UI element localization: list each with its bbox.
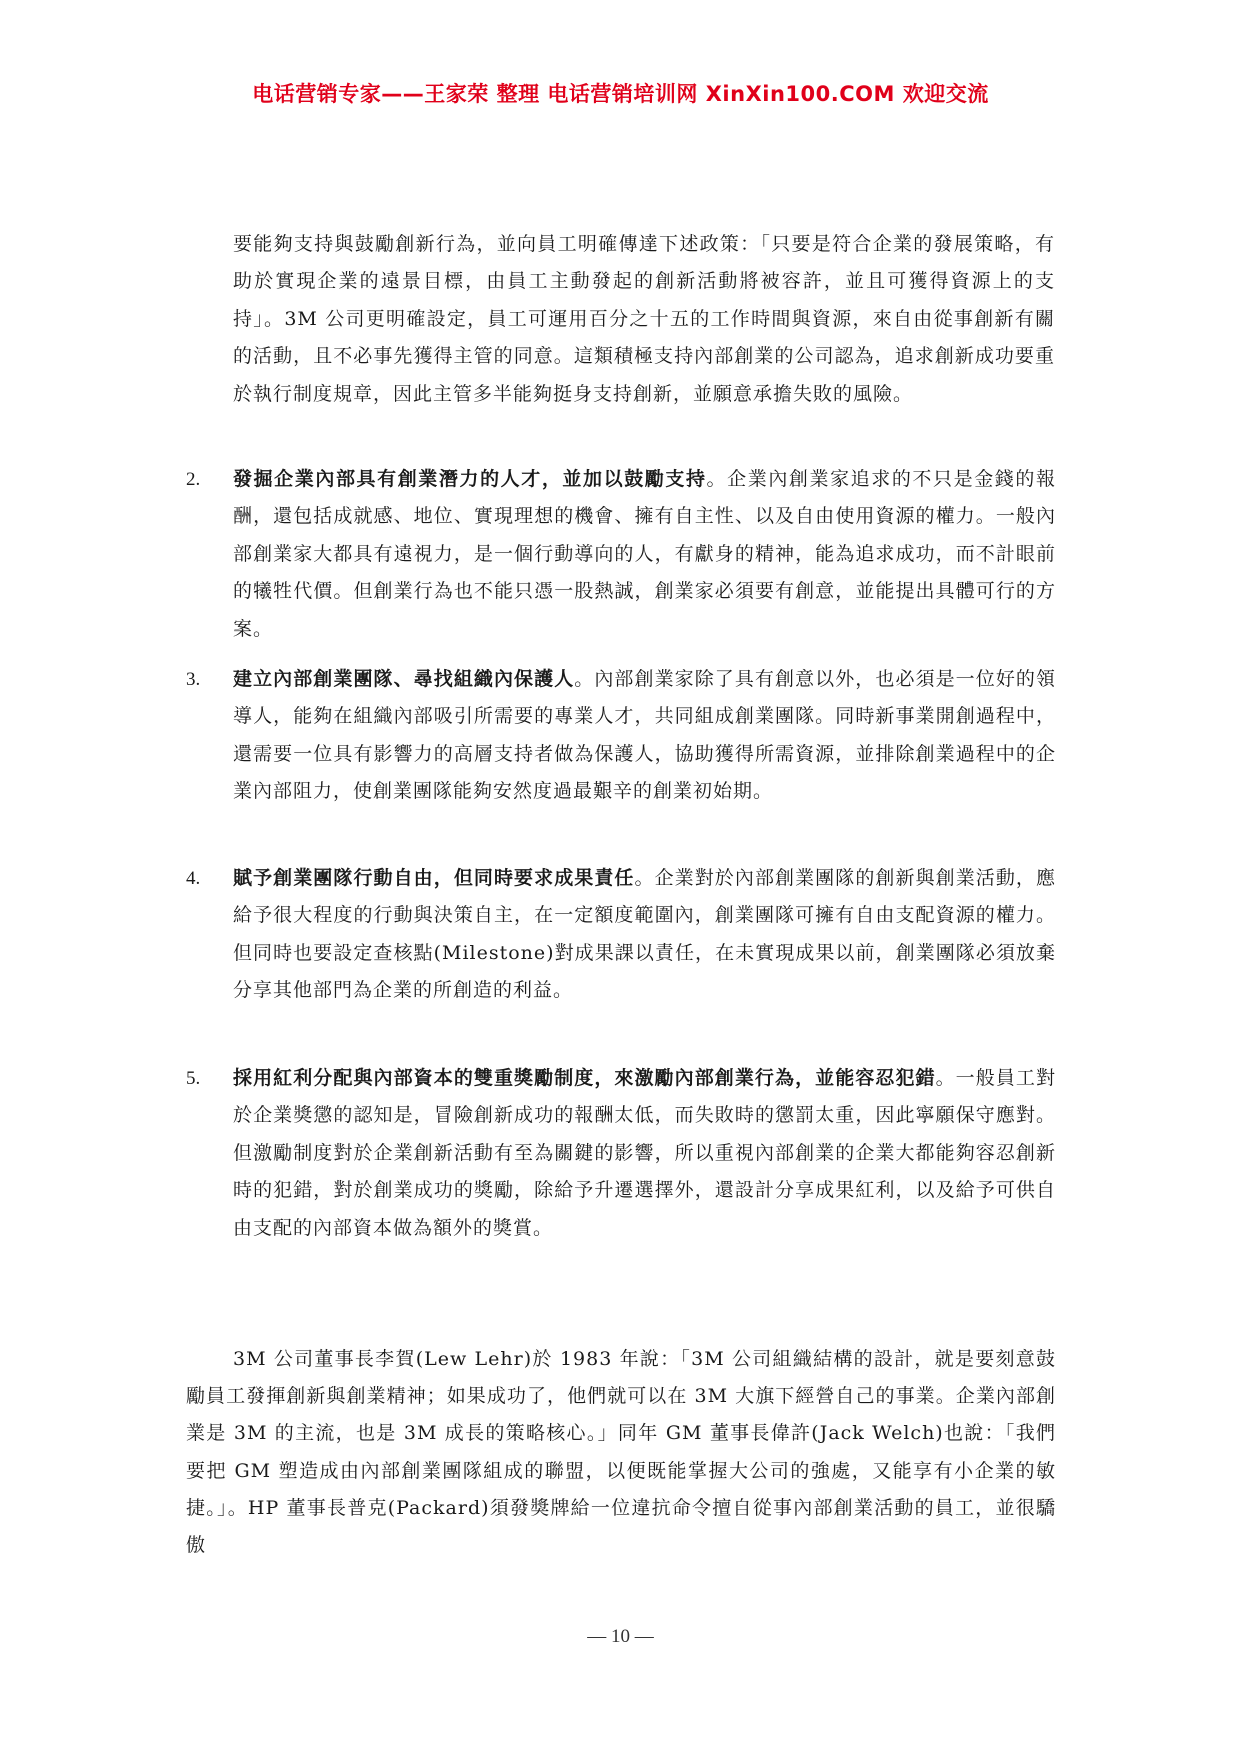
list-item-number: 3.	[186, 669, 201, 690]
intro-paragraph: 要能夠支持與鼓勵創新行為，並向員工明確傳達下述政策：「只要是符合企業的發展策略，有助於實現企業的遠景目標，由員工主動發起的創新活動將被容許，並且可獲得資源上的支持」。3M 公司更明確設定，員工可運用百分之十五的工作時間與資源，來自由從事創新有關的活動，且不必事先獲得主管的同意。這類積極支持內部創業的公司認為，追求創新成功要重於執行制度規章，因此主管多半能夠挺身支持創新，並願意承擔失敗的風險。	[233, 233, 1055, 405]
list-item-text: 。內部創業家除了具有創意以外，也必須是一位好的領導人，能夠在組織內部吸引所需要的專業人才，共同組成創業團隊。同時新事業開創過程中，還需要一位具有影響力的高層支持者做為保護人，協助獲得所需資源，並排除創業過程中的企業內部阻力，使創業團隊能夠安然度過最艱辛的創業初始期。	[233, 668, 1056, 803]
list-item-number: 5.	[186, 1068, 201, 1089]
list-item-heading: 發掘企業內部具有創業潛力的人才，並加以鼓勵支持	[233, 468, 707, 490]
closing-paragraph: 3M 公司董事長李賀(Lew Lehr)於 1983 年說：「3M 公司組織結構的設計，就是要刻意鼓勵員工發揮創新與創業精神；如果成功了，他們就可以在 3M 大旗下經營自己的事業。企業內部創業是 3M 的主流，也是 3M 成長的策略核心。」同年 GM 董事長偉許(Jack Welch)也說：「我們要把 GM 塑造成由內部創業團隊組成的聯盟，以便既能掌握大公司的強處，又能享有小企業的敏捷。」。HP 董事長普克(Packard)須發獎牌給一位違抗命令擅自從事內部創業活動的員工，並很驕傲	[186, 1348, 1056, 1557]
list-item	[186, 1060, 1056, 1247]
list-item	[186, 661, 1056, 811]
list-item-text: 。企業對於內部創業團隊的創新與創業活動，應給予很大程度的行動與決策自主，在一定額度範圍內，創業團隊可擁有自由支配資源的權力。但同時也要設定查核點(Milestone)對成果課以責任，在未實現成果以前，創業團隊必須放棄分享其他部門為企業的所創造的利益。	[233, 867, 1056, 1002]
list-item-text: 。企業內創業家追求的不只是金錢的報酬，還包括成就感、地位、實現理想的機會、擁有自主性、以及自由使用資源的權力。一般內部創業家大都具有遠視力，是一個行動導向的人，有獻身的精神，能為追求成功，而不計眼前的犧牲代價。但創業行為也不能只憑一股熱誠，創業家必須要有創意，並能提出具體可行的方案。	[233, 468, 1056, 640]
list-item-number: 2.	[186, 469, 201, 490]
list-item-body	[233, 661, 1056, 811]
list-item-heading: 採用紅利分配與內部資本的雙重獎勵制度，來激勵內部創業行為，並能容忍犯錯	[233, 1067, 936, 1089]
page-header-banner: 电话营销专家——王家荣 整理 电话营销培训网 XinXin100.COM 欢迎交流	[252, 82, 989, 106]
list-item	[186, 860, 1056, 1010]
list-item-heading: 賦予創業團隊行動自由，但同時要求成果責任	[233, 867, 635, 889]
list-item-text: 。一般員工對於企業獎懲的認知是，冒險創新成功的報酬太低，而失敗時的懲罰太重，因此寧願保守應對。但激勵制度對於企業創新活動有至為關鍵的影響，所以重視內部創業的企業大都能夠容忍創新時的犯錯，對於創業成功的獎勵，除給予升遷選擇外，還設計分享成果紅利，以及給予可供自由支配的內部資本做為額外的獎賞。	[233, 1067, 1056, 1239]
list-item	[186, 461, 1056, 648]
list-item-heading: 建立內部創業團隊、尋找組織內保護人	[233, 668, 575, 690]
list-item-body	[233, 860, 1056, 1010]
list-item-body	[233, 461, 1056, 648]
list-item-body	[233, 1060, 1056, 1247]
page-number: — 10 —	[587, 1626, 654, 1647]
list-item-number: 4.	[186, 868, 201, 889]
